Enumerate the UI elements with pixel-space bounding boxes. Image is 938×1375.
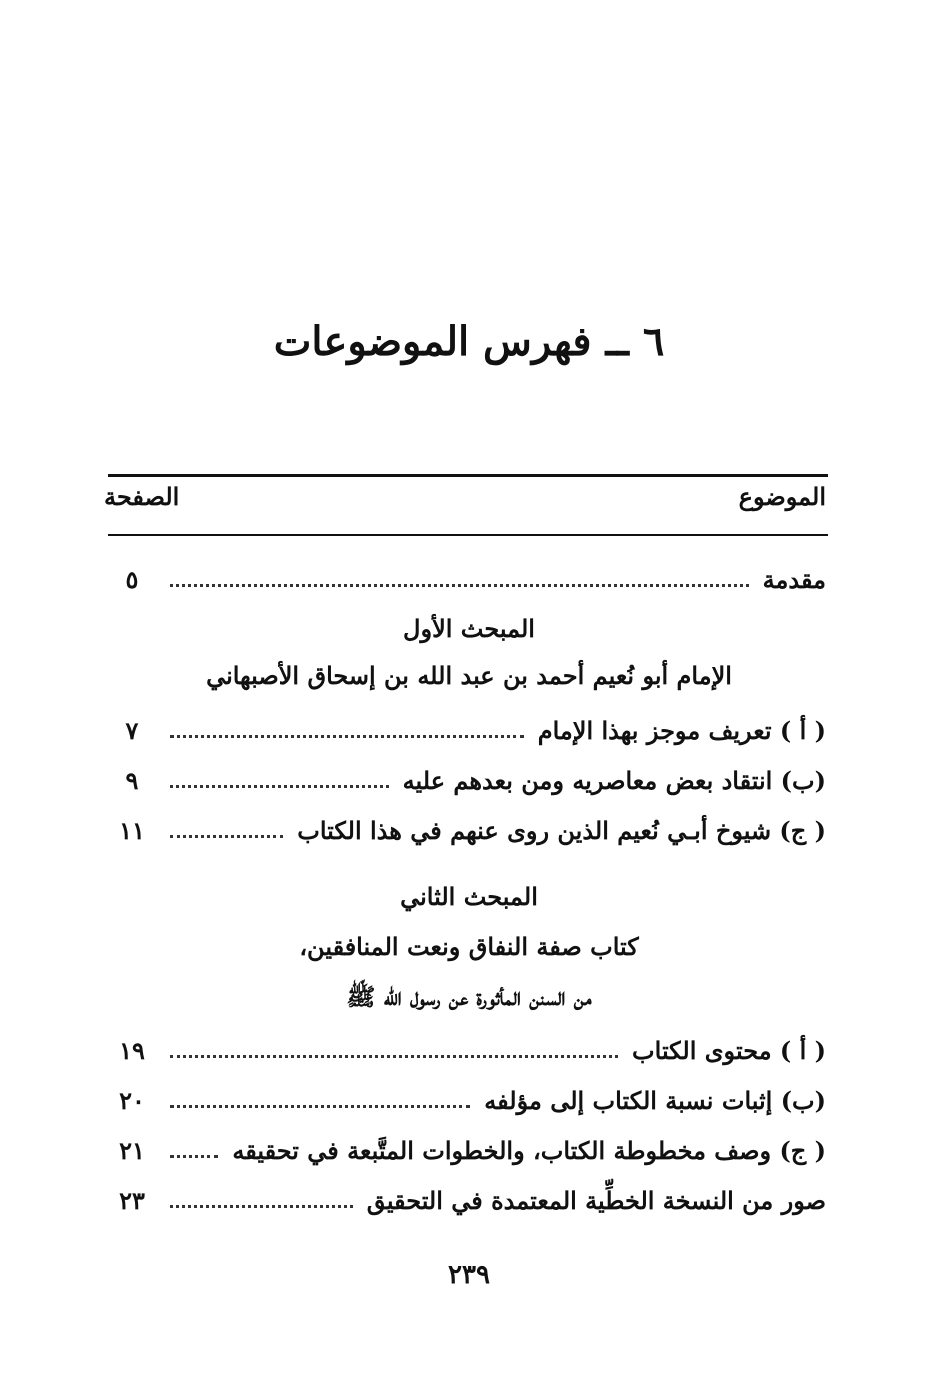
toc-entry xyxy=(108,810,826,850)
toc-entry-label: مقدمة xyxy=(762,564,826,594)
toc-entry-page: ١٩ xyxy=(119,1035,145,1065)
toc-entry-label: ( أ ) محتوى الكتاب xyxy=(632,1035,826,1065)
toc-entry-label: ( ج) وصف مخطوطة الكتاب، والخطوات المتَّبعة في تحقيقه xyxy=(232,1135,826,1165)
leader-dots xyxy=(170,785,389,788)
toc-entry-page: ٩ xyxy=(125,765,139,795)
toc-entry-label: (ب) انتقاد بعض معاصريه ومن بعدهم عليه xyxy=(402,765,826,795)
section-subtitle: من السنن المأثورة عن رسول الله ﷺ xyxy=(346,982,592,1011)
toc-entry-label: ( أ ) تعريف موجز بهذا الإمام xyxy=(537,715,826,745)
top-rule xyxy=(108,474,828,477)
leader-dots xyxy=(170,584,749,587)
toc-entry-page: ٥ xyxy=(125,564,139,594)
toc-entry xyxy=(108,1130,826,1170)
leader-dots xyxy=(170,735,524,738)
header-rule xyxy=(108,534,828,536)
toc-entry-page: ٢٣ xyxy=(119,1185,145,1215)
toc-entry-label: (ب) إثبات نسبة الكتاب إلى مؤلفه xyxy=(484,1085,826,1115)
section-subtitle: كتاب صفة النفاق ونعت المنافقين، xyxy=(299,932,639,961)
toc-entry xyxy=(108,1030,826,1070)
header-topic: الموضوع xyxy=(738,482,826,511)
leader-dots xyxy=(170,1105,470,1108)
toc-entry-page: ٢١ xyxy=(119,1135,145,1165)
section-heading: المبحث الأول xyxy=(403,614,535,643)
page-number: ٢٣٩ xyxy=(448,1260,490,1290)
toc-entry xyxy=(108,710,826,750)
toc-entry xyxy=(108,1080,826,1120)
leader-dots xyxy=(170,1155,218,1158)
section-subtitle: الإمام أبو نُعيم أحمد بن عبد الله بن إسحاق الأصبهاني xyxy=(206,661,732,690)
leader-dots xyxy=(170,835,283,838)
toc-entry-page: ٢٠ xyxy=(119,1085,145,1115)
toc-entry-page: ١١ xyxy=(119,815,145,845)
leader-dots xyxy=(170,1055,618,1058)
toc-entry xyxy=(108,1180,826,1220)
header-page: الصفحة xyxy=(104,482,180,511)
section-heading: المبحث الثاني xyxy=(400,882,538,911)
page-title: ٦ ــ فهرس الموضوعات xyxy=(273,318,665,365)
toc-entry xyxy=(108,760,826,800)
toc-entry xyxy=(108,559,826,599)
leader-dots xyxy=(170,1205,353,1208)
toc-entry-label: صور من النسخة الخطِّية المعتمدة في التحقيق xyxy=(366,1185,826,1215)
toc-entry-label: ( ج) شيوخ أبـي نُعيم الذين روى عنهم في هذا الكتاب xyxy=(297,815,826,845)
toc-entry-page: ٧ xyxy=(125,715,139,745)
